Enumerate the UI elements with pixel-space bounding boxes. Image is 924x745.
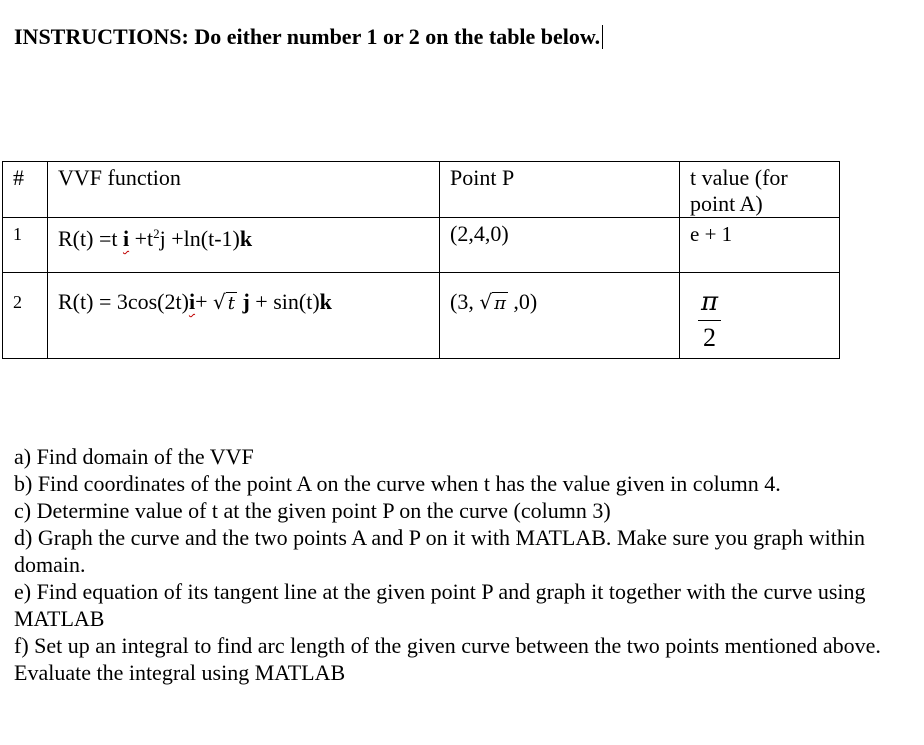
row1-number: 1	[3, 218, 48, 273]
table-header-row	[3, 162, 840, 218]
task-d: d) Graph the curve and the two points A and P on it with MATLAB. Make sure you graph within domain.	[14, 525, 865, 577]
header-t-value: t value (for point A)	[680, 162, 840, 218]
row1-function: R(t) =t $i +t^2j +\ln(t-1)k$	[48, 218, 440, 273]
instructions-heading: INSTRUCTIONS: Do either number 1 or 2 on the table below.	[14, 24, 603, 50]
task-f: f) Set up an integral to find arc length of the given curve between the two points mentioned above. Evaluate the integral using MATLAB	[14, 633, 881, 685]
row2-t-value	[680, 273, 840, 359]
task-a: a) Find domain of the VVF	[14, 444, 254, 469]
task-list	[14, 443, 914, 686]
text-cursor	[602, 25, 603, 49]
row2-number: 2	[3, 273, 48, 359]
header-point-p: Point P	[440, 162, 680, 218]
row2-function: R(t) = 3cos(2t)i+ √ t j + sin(t)k	[48, 273, 440, 359]
row1-point-p: (2,4,0)	[440, 218, 680, 273]
table-row-1	[3, 218, 840, 273]
row2-point-p: (3, √ π ,0)	[440, 273, 680, 359]
pi-over-2-fraction: $\frac{\pi}{2}$	[698, 287, 721, 352]
header-number: #	[3, 162, 48, 218]
task-c: c) Determine value of t at the given point P on the curve (column 3)	[14, 498, 611, 523]
problem-table	[2, 161, 840, 359]
row1-t-value: e + 1	[680, 218, 840, 273]
task-b: b) Find coordinates of the point A on the curve when t has the value given in column 4.	[14, 471, 781, 496]
header-vvf-function: VVF function	[48, 162, 440, 218]
table-row-2	[3, 273, 840, 359]
task-e: e) Find equation of its tangent line at the given point P and graph it together with the curve using MATLAB	[14, 579, 866, 631]
